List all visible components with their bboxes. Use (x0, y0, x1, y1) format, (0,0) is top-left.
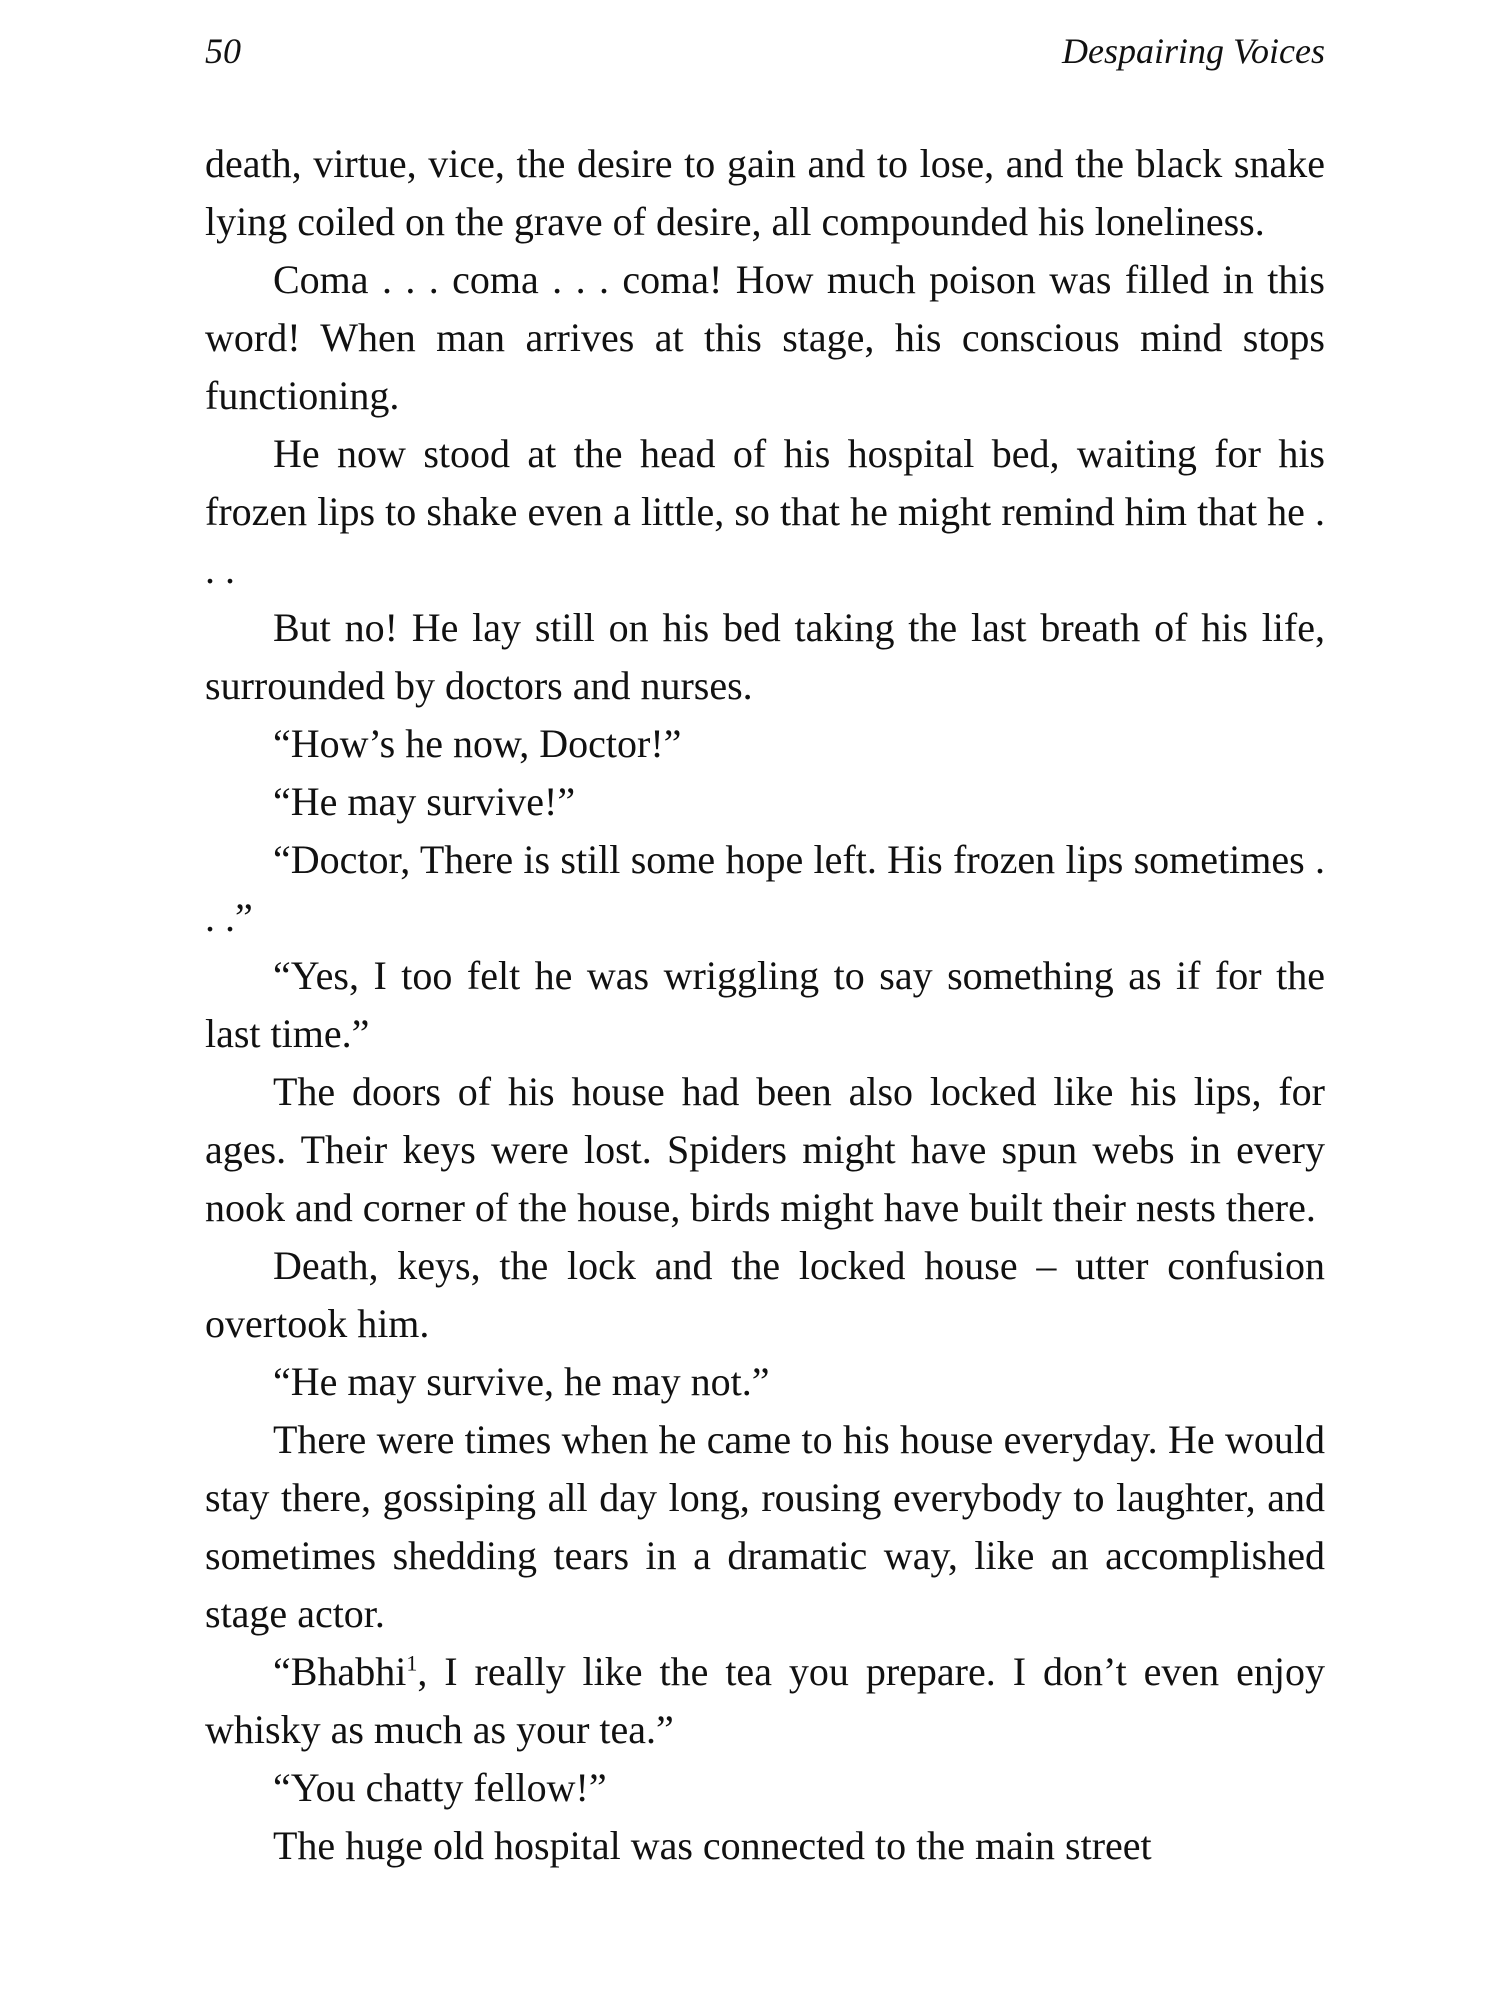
dialogue-line: “He may survive!” (273, 779, 576, 824)
body-text (205, 135, 1325, 1875)
dialogue-line-with-footnote (205, 1643, 1325, 1759)
paragraph: Death, keys, the lock and the locked house – utter confusion overtook him. (205, 1243, 1325, 1346)
dialogue-line: “Yes, I too felt he was wriggling to say something as if for the last time.” (205, 953, 1325, 1056)
paragraph: The huge old hospital was connected to the main street (273, 1823, 1152, 1868)
page-number: 50 (205, 31, 241, 71)
running-head: Despairing Voices (1062, 31, 1325, 71)
dialogue-line: “Doctor, There is still some hope left. His frozen lips sometimes . . .” (205, 837, 1325, 940)
page-header (205, 30, 1325, 80)
paragraph: The doors of his house had been also locked like his lips, for ages. Their keys were lost. Spiders might have spun webs in every nook and corner of the house, birds might have built their nests there. (205, 1069, 1325, 1230)
paragraph: But no! He lay still on his bed taking the last breath of his life, surrounded by doctors and nurses. (205, 605, 1325, 708)
paragraph: death, virtue, vice, the desire to gain and to lose, and the black snake lying coiled on the grave of desire, all compounded his loneliness. (205, 141, 1325, 244)
dialogue-line: “He may survive, he may not.” (273, 1359, 770, 1404)
paragraph: There were times when he came to his house everyday. He would stay there, gossiping all day long, rousing everybody to laughter, and sometimes shedding tears in a dramatic way, like an accomplished stage actor. (205, 1417, 1325, 1636)
paragraph: Coma . . . coma . . . coma! How much poison was filled in this word! When man arrives at this stage, his conscious mind stops functioning. (205, 257, 1325, 418)
dialogue-line: “How’s he now, Doctor!” (273, 721, 682, 766)
dialogue-text: , I really like the tea you prepare. I don’t even enjoy whisky as much as your tea.” (205, 1649, 1325, 1752)
dialogue-line: “You chatty fellow!” (273, 1765, 607, 1810)
footnote-marker: 1 (406, 1650, 418, 1676)
paragraph: He now stood at the head of his hospital bed, waiting for his frozen lips to shake even a little, so that he might remind him that he . . . (205, 431, 1325, 592)
dialogue-text: “Bhabhi (273, 1649, 407, 1694)
